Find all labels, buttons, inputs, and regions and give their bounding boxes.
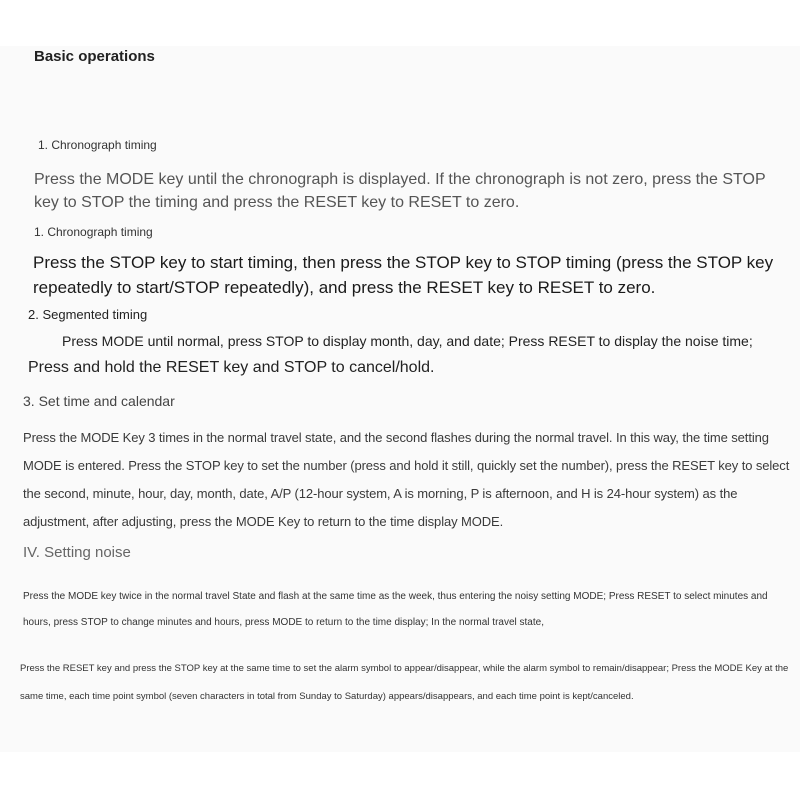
document-title: Basic operations (34, 48, 155, 65)
section-heading-noise: IV. Setting noise (23, 544, 131, 561)
section-heading-segmented: 2. Segmented timing (28, 307, 148, 322)
section-body-chronograph-2: Press the STOP key to start timing, then press the STOP key to STOP timing (press the STOP key repeatedly to start/STOP repeatedly), and press the RESET key to RESET to zero. (33, 253, 774, 297)
section-body-noise-continuation: Press the RESET key and press the STOP key at the same time to set the alarm symbol to appear/disappear, while the alarm symbol to remain/disappear; Press the MODE Key at the same time, each time point symbol (seven characters in total from Sunday to Saturday) appears/disappears, and each time point is kept/canceled. (20, 663, 789, 702)
section-heading-chronograph-1: 1. Chronograph timing (38, 138, 157, 152)
section-body-noise: Press the MODE key twice in the normal travel State and flash at the same time as the week, thus entering the noisy setting MODE; Press RESET to select minutes and hours, press STOP to change minutes and hours, press MODE to return to the time display; In the normal travel state, (23, 591, 768, 628)
section-body-segmented-line2: Press and hold the RESET key and STOP to cancel/hold. (28, 359, 435, 376)
section-body-segmented-line1: Press MODE until normal, press STOP to display month, day, and date; Press RESET to display the noise time; (62, 333, 753, 349)
section-body-chronograph-1: Press the MODE key until the chronograph is displayed. If the chronograph is not zero, press the STOP key to STOP the timing and press the RESET key to RESET to zero. (34, 171, 766, 211)
section-body-set-time: Press the MODE Key 3 times in the normal travel state, and the second flashes during the normal travel. In this way, the time setting MODE is entered. Press the STOP key to set the number (press and hold it still, quickly set the number), press the RESET key to select the second, minute, hour, day, month, date, A/P (12-hour system, A is morning, P is afternoon, and H is 24-hour system) as the adjustment, after adjusting, press the MODE Key to return to the time display MODE. (23, 430, 790, 529)
section-heading-chronograph-2: 1. Chronograph timing (34, 225, 153, 239)
section-heading-set-time: 3. Set time and calendar (23, 393, 175, 409)
